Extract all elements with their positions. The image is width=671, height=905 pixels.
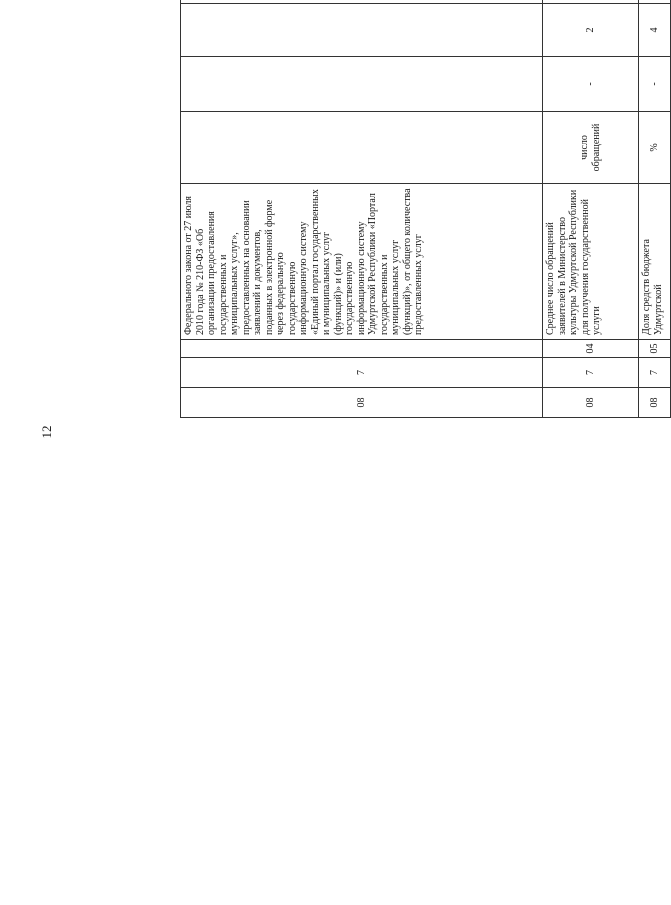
value-cell bbox=[181, 4, 543, 57]
value-cell: - bbox=[639, 57, 671, 112]
pp-code-cell: 7 bbox=[639, 358, 671, 388]
gp-code-cell: 08 bbox=[543, 388, 639, 418]
indicator-name-cell: Доля средств бюджета Удмуртской bbox=[639, 184, 671, 340]
unit-cell: % bbox=[639, 112, 671, 184]
gp-code-cell: 08 bbox=[639, 388, 671, 418]
pp-code-cell: 7 bbox=[543, 358, 639, 388]
value-cell bbox=[543, 0, 639, 4]
indicator-table bbox=[180, 0, 671, 418]
value-cell: 4 bbox=[639, 4, 671, 57]
value-cell bbox=[181, 57, 543, 112]
table-row bbox=[181, 0, 543, 418]
unit-cell bbox=[181, 112, 543, 184]
value-cell bbox=[181, 0, 543, 4]
indicator-code-cell: 05 bbox=[639, 340, 671, 358]
indicator-table-rotated bbox=[180, 0, 670, 418]
indicator-name-cell: Федерального закона от 27 июля 2010 года № 210-ФЗ «Об организации предоставления государственных и муниципальных услуг», предоставленных на основании заявлений и документов, поданных в электронной форме через федеральную государственную информационную систему «Единый портал государственных и муниципальных услуг (функций)» и (или) государственную информационную систему Удмуртской Республики «Портал государственных и муниципальных услуг (функций)», от общего количества предоставленных услуг bbox=[181, 184, 543, 340]
indicator-name-cell: Среднее число обращений заявителей в Министерство культуры Удмуртской Республики для получения государственной услуги bbox=[543, 184, 639, 340]
unit-cell: число обращений bbox=[543, 112, 639, 184]
indicator-code-cell bbox=[181, 340, 543, 358]
value-cell: 2 bbox=[543, 4, 639, 57]
pp-code-cell: 7 bbox=[181, 358, 543, 388]
value-cell bbox=[639, 0, 671, 4]
table-row bbox=[543, 0, 639, 418]
value-cell: - bbox=[543, 57, 639, 112]
table-row bbox=[639, 0, 671, 418]
indicator-code-cell: 04 bbox=[543, 340, 639, 358]
gp-code-cell: 08 bbox=[181, 388, 543, 418]
page-number: 12 bbox=[39, 425, 54, 439]
